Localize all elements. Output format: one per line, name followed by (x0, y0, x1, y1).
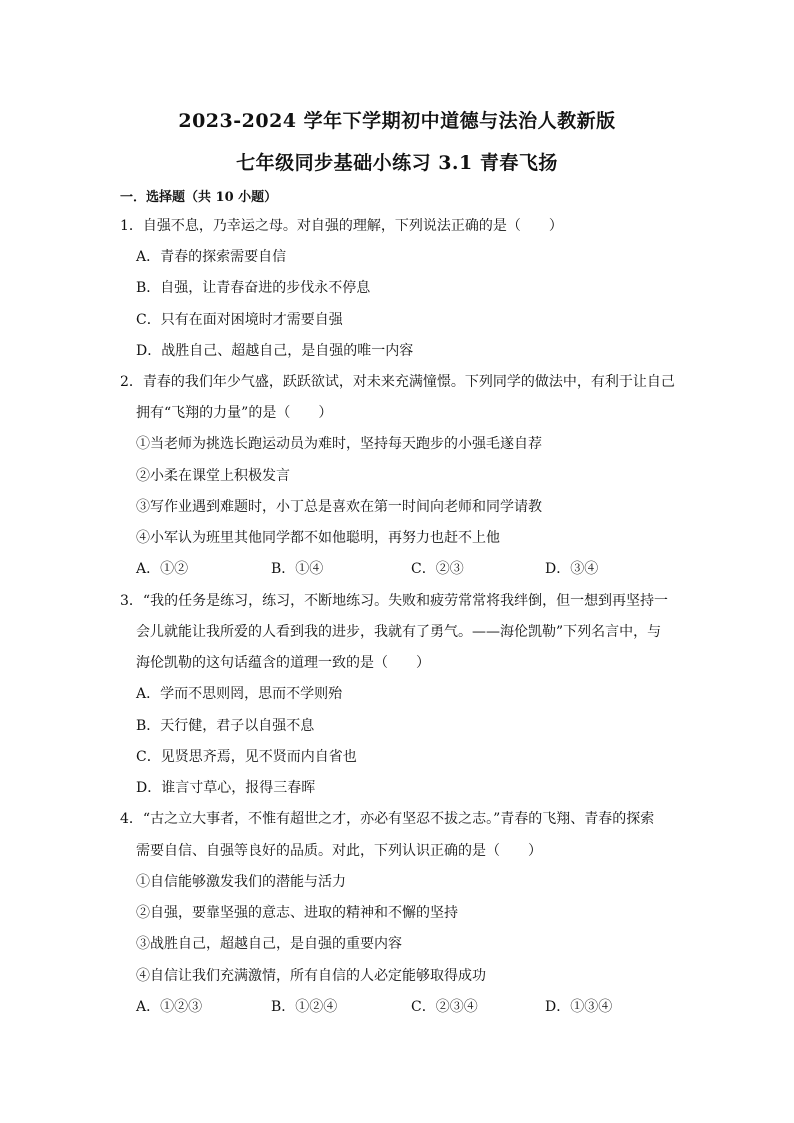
question-3-option-a: A．学而不思则罔，思而不学则殆 (136, 686, 343, 702)
question-2-option-d: D．③④ (545, 561, 599, 577)
document-title-line2: 七年级同步基础小练习 3.1 青春飞扬 (236, 152, 558, 174)
question-2-option-c: C．②③ (411, 561, 464, 577)
question-4-stem-line2: 需要自信、自强等良好的品质。对此，下列认识正确的是（ ） (136, 843, 542, 859)
question-3-stem-line2: 会儿就能让我所爱的人看到我的进步，我就有了勇气。——海伦凯勒”下列名言中，与 (136, 624, 662, 640)
question-1-option-a: A．青春的探索需要自信 (136, 249, 287, 265)
question-1-option-c: C．只有在面对困境时才需要自强 (136, 312, 343, 328)
question-4-stem-line1: 4．“古之立大事者，不惟有超世之才，亦必有坚忍不拔之志。”青春的飞翔、青春的探索 (120, 811, 655, 827)
question-4-option-b: B．①②④ (271, 999, 338, 1015)
question-3-stem-line1: 3．“我的任务是练习，练习，不断地练习。失败和疲劳常常将我绊倒，但一想到再坚持一 (120, 593, 669, 609)
section-heading: 一．选择题（共 10 小题） (120, 190, 278, 205)
question-4-statement-3: ③战胜自己，超越自己，是自强的重要内容 (136, 936, 402, 952)
question-2-option-b: B．①④ (271, 561, 324, 577)
question-4-statement-2: ②自强，要靠坚强的意志、进取的精神和不懈的坚持 (136, 905, 458, 921)
question-2-option-a: A．①② (136, 561, 189, 577)
question-1-option-d: D．战胜自己、超越自己，是自强的唯一内容 (136, 343, 414, 359)
question-3-option-c: C．见贤思齐焉，见不贤而内自省也 (136, 749, 357, 765)
question-4-option-a: A．①②③ (136, 999, 203, 1015)
question-3-option-d: D．谁言寸草心，报得三春晖 (136, 780, 316, 796)
question-4-options (136, 997, 656, 1017)
question-3-option-b: B．天行健，君子以自强不息 (136, 718, 315, 734)
question-2-stem-line2: 拥有“飞翔的力量”的是（ ） (136, 405, 333, 421)
question-1-option-b: B．自强，让青春奋进的步伐永不停息 (136, 280, 371, 296)
question-2-stem-line1: 2．青春的我们年少气盛，跃跃欲试，对未来充满憧憬。下列同学的做法中，有利于让自己 (120, 374, 675, 390)
question-4-statement-1: ①自信能够激发我们的潜能与活力 (136, 874, 346, 890)
document-title-line1: 2023-2024 学年下学期初中道德与法治人教新版 (178, 110, 616, 132)
question-4-option-d: D．①③④ (545, 999, 613, 1015)
question-4-option-c: C．②③④ (411, 999, 478, 1015)
question-4-statement-4: ④自信让我们充满激情，所有自信的人必定能够取得成功 (136, 968, 486, 984)
question-2-statement-2: ②小柔在课堂上积极发言 (136, 468, 290, 484)
question-2-statement-1: ①当老师为挑选长跑运动员为难时，坚持每天跑步的小强毛遂自荐 (136, 436, 542, 452)
question-2-options (136, 559, 656, 579)
question-3-stem-line3: 海伦凯勒的这句话蕴含的道理一致的是（ ） (136, 655, 430, 671)
question-2-statement-4: ④小军认为班里其他同学都不如他聪明，再努力也赶不上他 (136, 530, 500, 546)
question-1-stem: 1．自强不息，乃幸运之母。对自强的理解，下列说法正确的是（ ） (120, 218, 563, 234)
question-2-statement-3: ③写作业遇到难题时，小丁总是喜欢在第一时间向老师和同学请教 (136, 499, 542, 515)
